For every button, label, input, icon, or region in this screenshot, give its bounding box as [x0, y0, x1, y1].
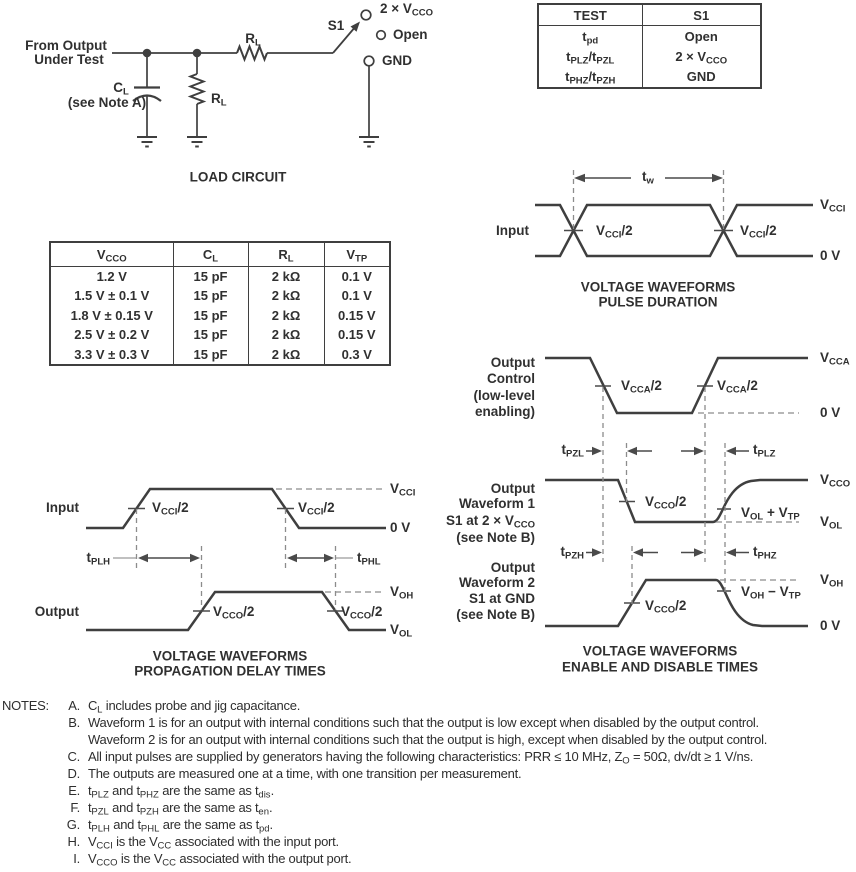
enable-caption-line2: ENABLE AND DISABLE TIMES: [561, 659, 759, 675]
w2-label-line4: (see Note B): [456, 607, 535, 622]
level-dashed-line: [698, 413, 799, 580]
vcco-level-label: $V_{CCO}$: [820, 472, 851, 490]
enable-caption-line1: VOLTAGE WAVEFORMS: [582, 643, 738, 659]
cell: 1.5 V ± 0.1 V: [51, 286, 173, 305]
control-label-line4: enabling): [475, 404, 535, 419]
pulse-0v-level-label: 0 V: [820, 248, 841, 263]
header-cell: $C_L$: [173, 243, 248, 266]
voh-minus-vtp-label: $V_{OH} - V_{TP}$: [741, 584, 801, 602]
rl-series-label: $R_L$: [245, 31, 261, 49]
prop-vcci-level-label: $V_{CCI}$: [390, 481, 416, 499]
table-row: [539, 67, 760, 87]
cell: $2 \times V_{CCO}$: [675, 49, 728, 67]
w1-vcco2-label: $V_{CCO}/2$: [645, 494, 687, 512]
cell: 0.15 V: [337, 327, 376, 343]
cell: 15 pF: [173, 286, 248, 305]
note-text: The outputs are measured one at a time, with one transition per measurement.: [88, 766, 522, 781]
prop-input-label: Input: [46, 500, 79, 515]
ground-symbol: [137, 137, 157, 147]
crossing-tick: [128, 509, 344, 612]
prop-0v-level-label: 0 V: [390, 520, 411, 535]
note-text: All input pulses are supplied by generators having the following characteristics: PRR ≤ 10 MHz, $Z_O = 50\Omega$, dv/dt ≥ 1 V/ns.: [88, 749, 754, 767]
table-header-row: [51, 243, 389, 266]
ground-symbol: [359, 137, 379, 147]
cell: 2.5 V ± 0.2 V: [51, 325, 173, 344]
tw-label: $t_w$: [642, 169, 654, 187]
cell: 15 pF: [173, 325, 248, 344]
pulse-caption-line1: VOLTAGE WAVEFORMS: [580, 279, 736, 295]
w2-label-line3: S1 at GND: [468, 591, 535, 606]
cell: 1.2 V: [51, 266, 173, 286]
table-row: [539, 26, 760, 47]
table-header-row: [539, 5, 760, 26]
control-label-line3: (low-level: [473, 388, 535, 403]
pulse-vcci2-left-label: $V_{CCI}/2$: [596, 223, 633, 241]
terminal-2vcco: [361, 10, 371, 20]
tpzh-label: $t_{PZH}$: [560, 544, 584, 562]
pulse-caption-line2: PULSE DURATION: [598, 294, 718, 310]
table-row: [51, 286, 389, 305]
load-parameters-table: [49, 241, 391, 366]
cell: $t_{PHZ}/t_{PZH}$: [539, 67, 642, 87]
table-row: [51, 306, 389, 325]
vcca-level-label: $V_{CCA}$: [820, 350, 850, 368]
note-text: $C_L$ includes probe and jig capacitance.: [88, 698, 301, 716]
vol-level-label: $V_{OL}$: [820, 514, 843, 532]
w1-label-line2: Waveform 1: [458, 496, 535, 511]
cell: 2 kΩ: [248, 345, 324, 364]
prop-caption-line1: VOLTAGE WAVEFORMS: [152, 648, 308, 664]
cl-note-label: (see Note A): [67, 95, 147, 110]
cell: 0.15 V: [337, 307, 376, 323]
tpzl-label: $t_{PZL}$: [561, 442, 584, 460]
note-text: Waveform 1 is for an output with internal conditions such that the output is low except when disabled by the output control.: [88, 715, 759, 730]
table-row: [51, 325, 389, 344]
cell: 0.1 V: [341, 268, 372, 284]
cell: 15 pF: [173, 345, 248, 364]
terminal-2vcco-label: $2 \times V_{CCO}$: [380, 1, 434, 19]
reference-dashed-line: [137, 509, 336, 610]
notes-title: NOTES:: [2, 698, 49, 713]
note-text: $t_{PLZ}$ and $t_{PHZ}$ are the same as $t_{dis}$.: [88, 783, 274, 801]
terminal-open: [377, 31, 386, 40]
terminal-open-label: Open: [393, 27, 428, 42]
tphz-label: $t_{PHZ}$: [753, 544, 777, 562]
note-letter: B.: [68, 715, 80, 730]
prop-vcco2-left-label: $V_{CCO}/2$: [213, 604, 255, 622]
voh-level-label: $V_{OH}$: [820, 572, 844, 590]
from-output-label-line2: Under Test: [34, 52, 104, 67]
note-letter: H.: [67, 834, 80, 849]
note-letter: G.: [66, 817, 80, 832]
cell: 2 kΩ: [248, 325, 324, 344]
cell: 15 pF: [173, 266, 248, 286]
w2-label-line1: Output: [490, 560, 535, 575]
prop-caption-line2: PROPAGATION DELAY TIMES: [134, 663, 326, 679]
vcca2-right-label: $V_{CCA}/2$: [717, 378, 758, 396]
cell: $t_{pd}$: [539, 26, 642, 47]
control-label-line1: Output: [490, 355, 535, 370]
table-row: [539, 47, 760, 67]
vol-plus-vtp-label: $V_{OL} + V_{TP}$: [741, 505, 800, 523]
w1-label-line1: Output: [490, 481, 535, 496]
cell: 1.8 V ± 0.15 V: [51, 306, 173, 325]
ground-symbol: [187, 137, 207, 147]
cl-label: $C_L$: [113, 80, 129, 98]
note-letter: E.: [68, 783, 80, 798]
pulse-vcci-level-label: $V_{CCI}$: [820, 197, 846, 215]
from-output-label-line1: From Output: [25, 38, 107, 53]
note-text: $V_{CCO}$ is the $V_{CC}$ associated with the output port.: [88, 851, 352, 869]
series-resistor-symbol: [237, 47, 267, 60]
w2-0v-level-label: 0 V: [820, 618, 841, 633]
switch-s1-label: S1: [327, 18, 345, 33]
tplh-label: $t_{PLH}$: [86, 550, 110, 568]
terminal-gnd-label: GND: [382, 53, 412, 68]
w1-label-line3: S1 at $2 \times V_{CCO}$: [445, 513, 535, 531]
rl-shunt-label: $R_L$: [211, 91, 227, 109]
note-text: $t_{PLH}$ and $t_{PHL}$ are the same as $t_{pd}$.: [88, 817, 273, 835]
cell: Open: [684, 28, 718, 44]
table-row: [51, 345, 389, 364]
cell: 3.3 V ± 0.3 V: [51, 345, 173, 364]
cell: 15 pF: [173, 306, 248, 325]
note-letter: F.: [70, 800, 80, 815]
note-letter: A.: [68, 698, 80, 713]
tphl-label: $t_{PHL}$: [357, 550, 381, 568]
cell: 0.3 V: [341, 346, 372, 362]
note-text: Waveform 2 is for an output with internal conditions such that the output is high, except when disabled by the output control.: [88, 732, 768, 747]
terminal-gnd: [364, 56, 374, 66]
prop-vcci2-left-label: $V_{CCI}/2$: [152, 500, 189, 518]
header-cell: S1: [642, 5, 760, 26]
header-cell: TEST: [539, 5, 642, 26]
load-circuit-caption: LOAD CIRCUIT: [189, 169, 287, 185]
prop-vcci2-right-label: $V_{CCI}/2$: [298, 500, 335, 518]
cell: 0.1 V: [341, 288, 372, 304]
prop-output-label: Output: [34, 604, 79, 619]
prop-vol-level-label: $V_{OL}$: [390, 622, 413, 640]
table-row: [51, 266, 389, 286]
vcca2-left-label: $V_{CCA}/2$: [621, 378, 662, 396]
cell: $t_{PLZ}/t_{PZL}$: [539, 47, 642, 67]
shunt-resistor-symbol: [191, 74, 204, 104]
output-control-trace: [545, 358, 808, 413]
w2-label-line2: Waveform 2: [458, 575, 535, 590]
control-label-line2: Control: [487, 371, 535, 386]
pulse-vcci2-right-label: $V_{CCI}/2$: [740, 223, 777, 241]
tplh-tphl-dimensions: [113, 554, 353, 562]
pulse-input-label: Input: [496, 223, 529, 238]
cell: GND: [686, 69, 716, 85]
note-text: $V_{CCI}$ is the $V_{CC}$ associated with the input port.: [88, 834, 339, 852]
header-cell: $V_{CCO}$: [51, 243, 173, 266]
w1-label-line4: (see Note B): [456, 530, 535, 545]
cell: 2 kΩ: [248, 286, 324, 305]
control-0v-level-label: 0 V: [820, 405, 841, 420]
cell: 2 kΩ: [248, 266, 324, 286]
note-letter: D.: [67, 766, 80, 781]
header-cell: $R_L$: [248, 243, 324, 266]
prop-vcco2-right-label: $V_{CCO}/2$: [341, 604, 383, 622]
cell: 2 kΩ: [248, 306, 324, 325]
note-text: $t_{PZL}$ and $t_{PZH}$ are the same as $t_{en}$.: [88, 800, 273, 818]
w2-vcco2-label: $V_{CCO}/2$: [645, 598, 687, 616]
prop-voh-level-label: $V_{OH}$: [390, 584, 414, 602]
note-letter: I.: [73, 851, 80, 866]
header-cell: $V_{TP}$: [324, 243, 389, 266]
test-conditions-table: [537, 3, 762, 89]
tplz-label: $t_{PLZ}$: [753, 442, 776, 460]
note-letter: C.: [67, 749, 80, 764]
pulse-duration-plot: [535, 170, 813, 256]
